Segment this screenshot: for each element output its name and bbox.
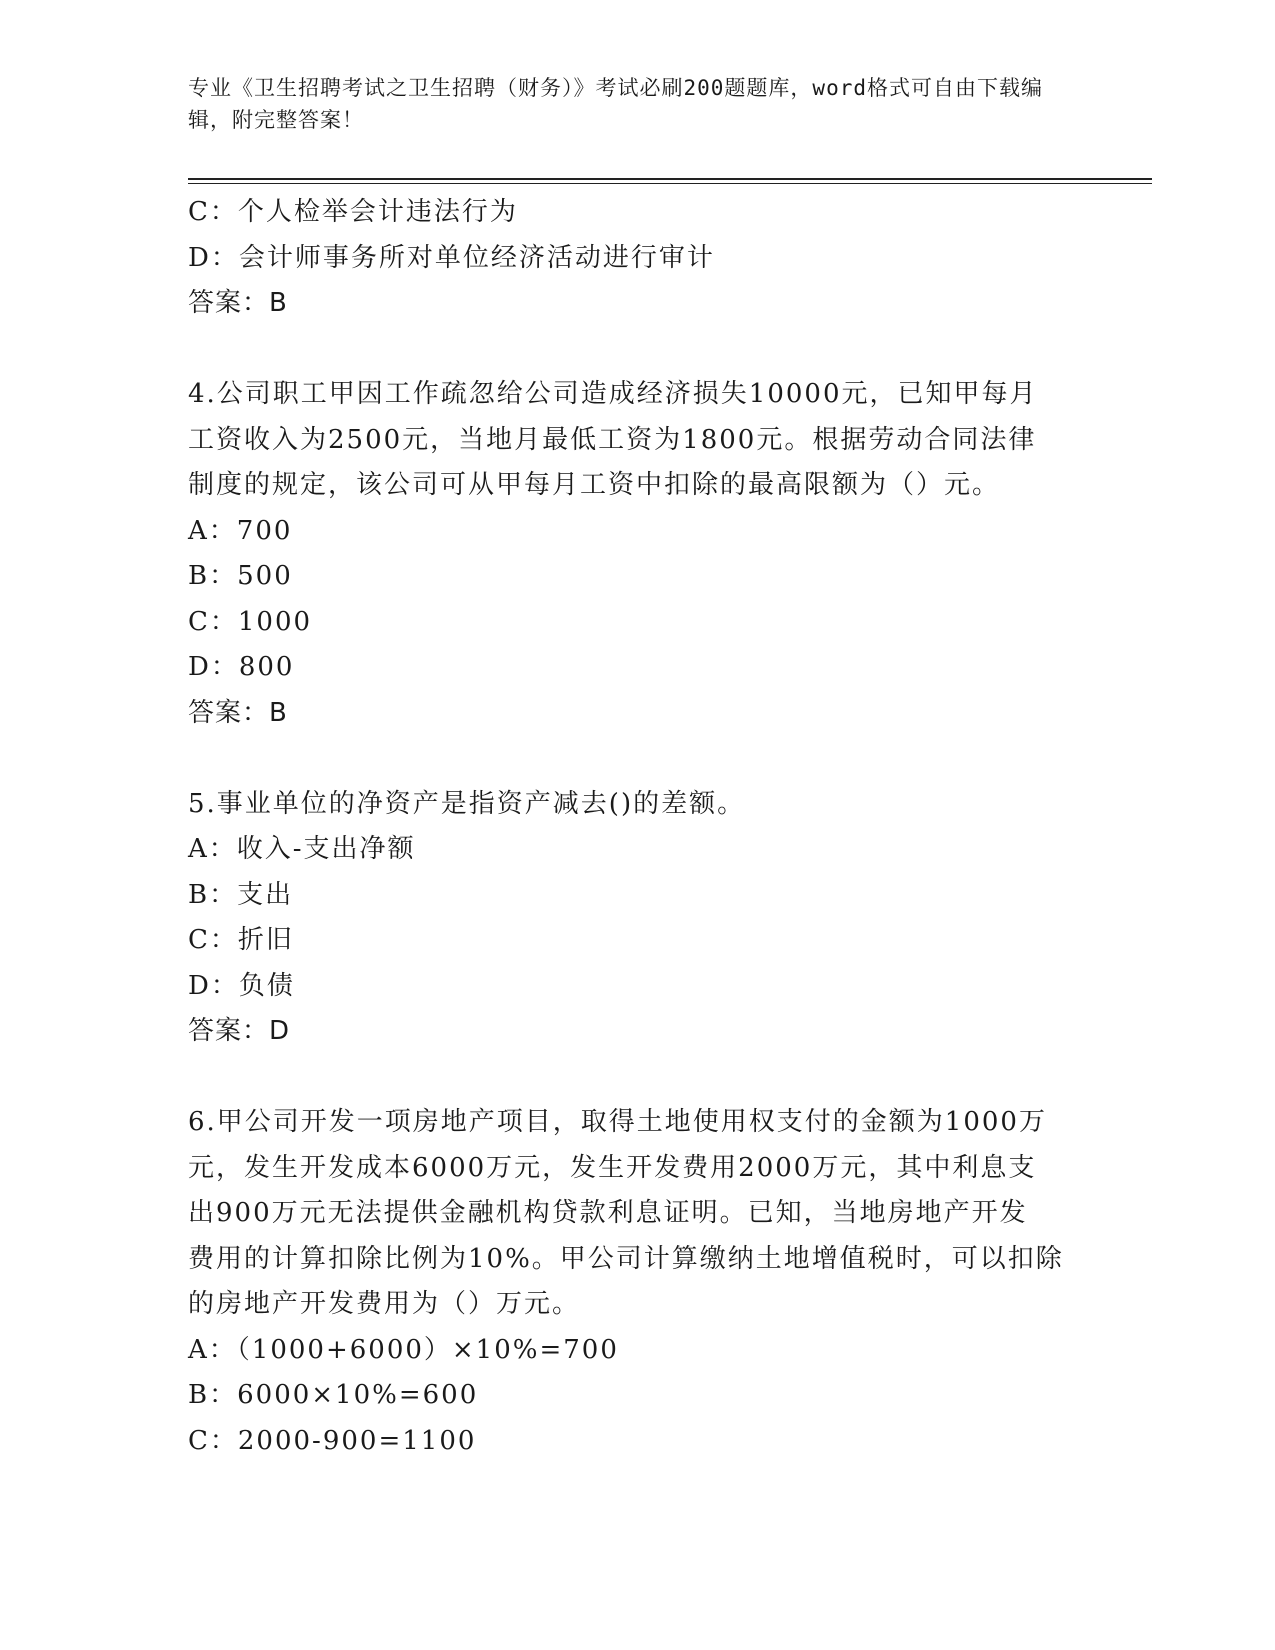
question-6-option-b: B：6000×10%=600 xyxy=(188,1380,479,1410)
question-4-option-c: C：1000 xyxy=(188,606,313,637)
question-6 xyxy=(188,1100,1088,1464)
question-4-option-d: D：800 xyxy=(188,652,295,682)
question-6-option-c: C：2000-900=1100 xyxy=(188,1425,477,1456)
question-6-stem-line-2: 元，发生开发成本6000万元，发生开发费用2000万元，其中利息支 xyxy=(188,1152,1037,1183)
question-6-option-a: A：（1000+6000）×10%=700 xyxy=(188,1334,619,1365)
question-4-stem-line-1: 4.公司职工甲因工作疏忽给公司造成经济损失10000元，已知甲每月 xyxy=(188,379,1038,409)
document-header: 专业《卫生招聘考试之卫生招聘（财务）》考试必刷200题题库，word格式可自由下载编辑，附完整答案！ xyxy=(188,76,1043,132)
question-5-answer: 答案：D xyxy=(188,1016,291,1046)
question-4-stem-line-2: 工资收入为2500元，当地月最低工资为1800元。根据劳动合同法律 xyxy=(188,424,1037,455)
spacer xyxy=(188,1055,1088,1101)
question-content xyxy=(188,190,1088,1464)
question-4-option-b: B：500 xyxy=(188,561,293,591)
question-6-stem-line-5: 的房地产开发费用为（）万元。 xyxy=(188,1289,581,1319)
header-divider-thick xyxy=(188,178,1152,180)
question-5-option-b: B：支出 xyxy=(188,879,294,910)
question-5-option-c: C：折旧 xyxy=(188,925,294,955)
header-divider-thin xyxy=(188,183,1152,184)
question-4-answer: 答案：B xyxy=(188,697,288,728)
question-4-option-a: A：700 xyxy=(188,515,293,546)
question-3-answer: 答案：B xyxy=(188,288,288,318)
question-6-stem-line-3: 出900万元无法提供金融机构贷款利息证明。已知，当地房地产开发 xyxy=(188,1198,1028,1228)
question-3 xyxy=(188,190,1088,327)
question-5-option-d: D：负债 xyxy=(188,970,295,1001)
question-5-option-a: A：收入-支出净额 xyxy=(188,834,416,864)
question-5-stem: 5.事业单位的净资产是指资产减去()的差额。 xyxy=(188,788,746,819)
question-3-option-d: D：会计师事务所对单位经济活动进行审计 xyxy=(188,242,715,273)
question-3-option-c: C：个人检举会计违法行为 xyxy=(188,197,518,227)
question-4-stem-line-3: 制度的规定，该公司可从甲每月工资中扣除的最高限额为（）元。 xyxy=(188,470,1001,500)
question-4 xyxy=(188,372,1088,736)
spacer xyxy=(188,736,1088,782)
question-5 xyxy=(188,782,1088,1055)
question-6-stem-line-4: 费用的计算扣除比例为10%。甲公司计算缴纳土地增值税时，可以扣除 xyxy=(188,1243,1064,1274)
question-6-stem-line-1: 6.甲公司开发一项房地产项目，取得土地使用权支付的金额为1000万 xyxy=(188,1107,1047,1137)
spacer xyxy=(188,327,1088,373)
